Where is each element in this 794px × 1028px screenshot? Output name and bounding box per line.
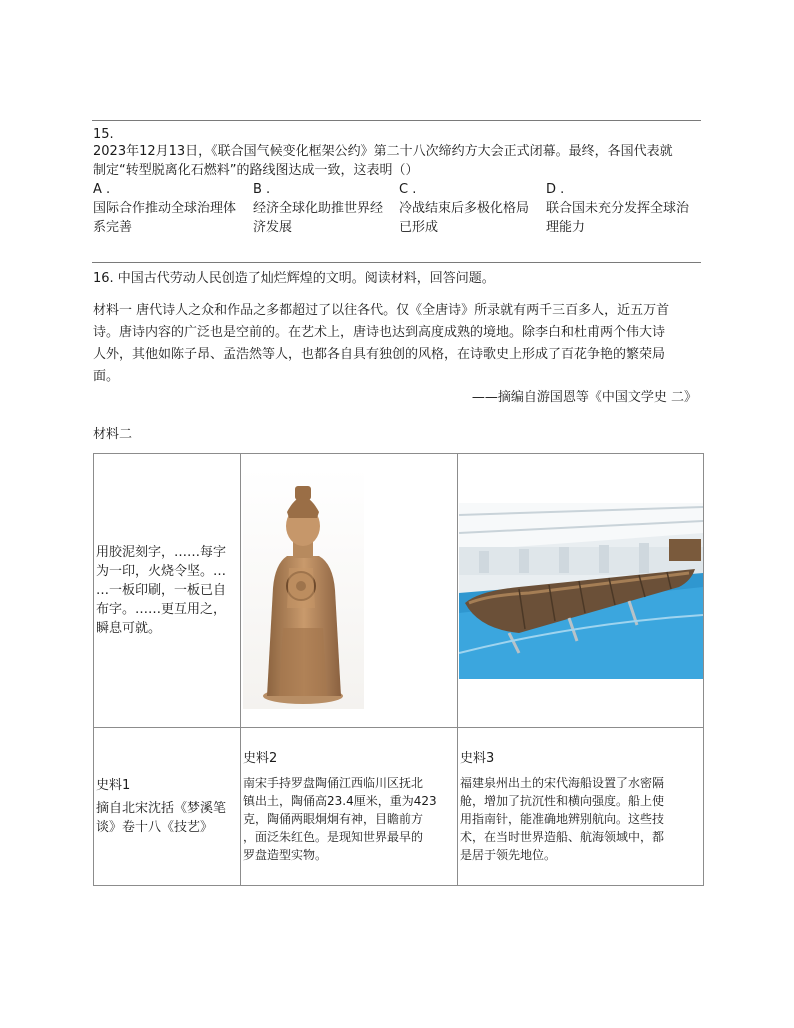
source1-title: 史料1	[96, 778, 131, 793]
quote-line-2: 为一印，火烧令坚。…	[96, 564, 227, 579]
source3-cell	[458, 728, 704, 886]
q15-option-d-text-1: 联合国未充分发挥全球治	[546, 201, 690, 216]
ship-illustration	[459, 503, 703, 679]
quote-cell	[94, 454, 241, 728]
q16-material1-line1: 材料一 唐代诗人之众和作品之多都超过了以往各代。仅《全唐诗》所录就有两千三百多人，近五万首	[93, 303, 670, 318]
source2-line5: 罗盘造型实物。	[243, 847, 328, 862]
ship-cell	[458, 454, 704, 728]
q15-option-c[interactable]	[399, 180, 544, 237]
q15-option-d-text-2: 理能力	[546, 220, 586, 235]
source2-line2: 镇出土，陶俑高23.4厘米，重为423	[243, 793, 437, 808]
q15-option-b-label: B .	[253, 182, 271, 197]
source3-line2: 舱，增加了抗沉性和横向强度。船上使	[460, 793, 665, 808]
material2-table	[93, 453, 704, 886]
figurine-illustration	[243, 468, 364, 709]
q16-material2-label: 材料二	[93, 427, 133, 442]
source3-line3: 用指南针，能准确地辨别航向。这些技	[460, 811, 665, 826]
source2-line4: ，面泛朱红色。是现知世界最早的	[243, 829, 424, 844]
q15-stem	[93, 142, 705, 180]
q15-option-d-label: D .	[546, 182, 565, 197]
source2-cell	[241, 728, 458, 886]
figurine-photo	[243, 468, 364, 709]
source1-line1: 摘自北宋沈括《梦溪笔	[96, 801, 227, 816]
figurine-cell	[241, 454, 458, 728]
q15-stem-line1: 2023年12月13日，《联合国气候变化框架公约》第二十八次缔约方大会正式闭幕。最终，各国代表就	[93, 144, 673, 159]
q15-option-b-text-1: 经济全球化助推世界经	[253, 201, 384, 216]
q16-material1-line2: 诗。唐诗内容的广泛也是空前的。在艺术上，唐诗也达到高度成熟的境地。除李白和杜甫两个伟大诗	[93, 325, 666, 340]
source2-title: 史料2	[243, 750, 278, 766]
source2-line1: 南宋手持罗盘陶俑江西临川区抚北	[243, 775, 424, 790]
quote-line-3: …一板印刷，一板已自	[96, 583, 227, 598]
quote-line-4: 布字。……更互用之，	[96, 602, 227, 617]
source3-title: 史料3	[460, 750, 495, 766]
q15-top-rule	[92, 120, 701, 121]
quote-text	[94, 543, 240, 638]
q15-option-c-text-2: 已形成	[399, 220, 439, 235]
quote-line-5: 瞬息可就。	[96, 621, 162, 636]
q15-number: 15.	[93, 127, 114, 142]
source3-line5: 是居于领先地位。	[460, 847, 557, 862]
source1-line2: 谈》卷十八《技艺》	[96, 820, 214, 835]
ship-photo	[459, 503, 703, 679]
q15-option-a-label: A .	[93, 182, 111, 197]
q15-option-b[interactable]	[253, 180, 398, 237]
q15-option-b-text-2: 济发展	[253, 220, 293, 235]
source1-cell	[94, 728, 241, 886]
q16-material1-source: ——摘编自游国恩等《中国文学史 二》	[471, 390, 697, 405]
q16-material1-line3: 人外，其他如陈子昂、孟浩然等人，也都各自具有独创的风格，在诗歌史上形成了百花争艳的繁荣局	[93, 347, 666, 362]
q15-option-a-text-1: 国际合作推动全球治理体	[93, 201, 237, 216]
q15-option-a[interactable]	[93, 180, 238, 237]
q15-stem-line2: 制定“转型脱离化石燃料”的路线图达成一致，这表明（）	[93, 163, 419, 178]
source2-line3: 克，陶俑两眼炯炯有神，目瞻前方	[243, 811, 424, 826]
q16-material1-line4: 面。	[93, 369, 120, 384]
quote-line-1: 用胶泥刻字，……每字	[96, 545, 227, 560]
source3-line4: 术，在当时世界造船、航海领域中，都	[460, 829, 665, 844]
q16-top-rule	[92, 262, 701, 263]
source3-line1: 福建泉州出土的宋代海船设置了水密隔	[460, 775, 665, 790]
q15-option-c-text-1: 冷战结束后多极化格局	[399, 201, 530, 216]
q15-option-c-label: C .	[399, 182, 417, 197]
q16-material1	[93, 300, 705, 388]
q16-title: 16. 中国古代劳动人民创造了灿烂辉煌的文明。阅读材料，回答问题。	[93, 271, 495, 286]
q15-option-d[interactable]	[546, 180, 705, 237]
q15-option-a-text-2: 系完善	[93, 220, 133, 235]
